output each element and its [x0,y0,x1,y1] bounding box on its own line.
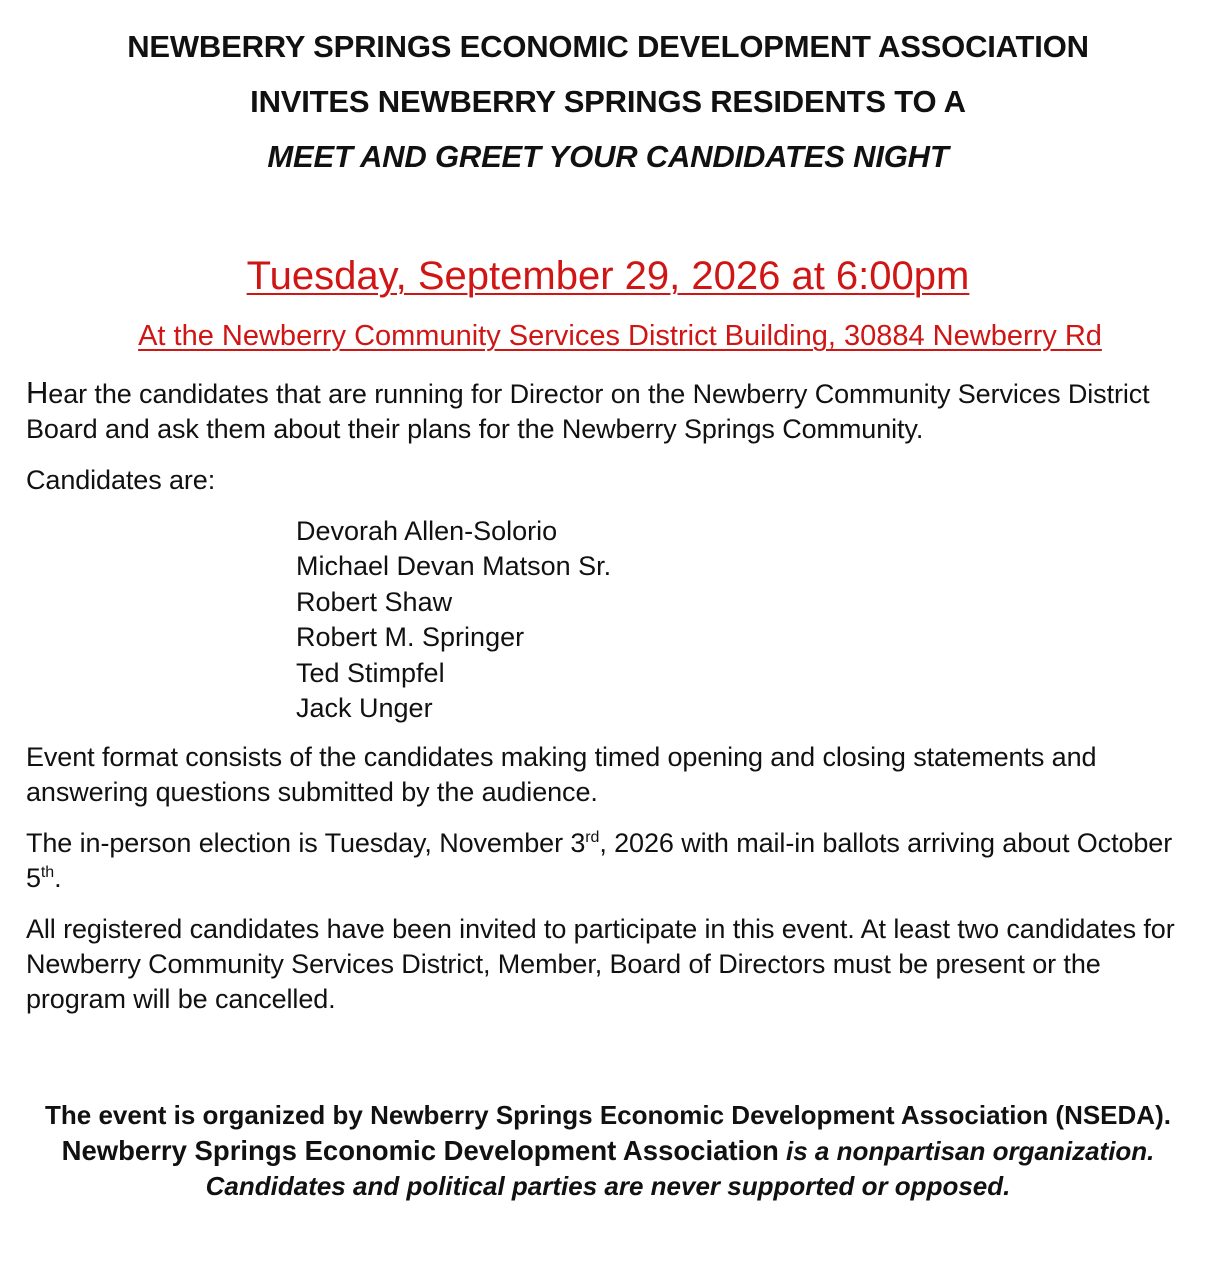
election-ordinal-1: rd [585,829,600,846]
candidate-name: Ted Stimpfel [296,657,445,688]
candidate-name: Devorah Allen-Solorio [296,516,558,546]
header-line-1: NEWBERRY SPRINGS ECONOMIC DEVELOPMENT ASSOCIATION [127,29,1089,64]
footer-statement [40,1098,1176,1204]
candidate-list [296,514,611,726]
election-paragraph [26,826,1206,896]
election-text-1: The in-person election is Tuesday, November 3 [26,828,586,858]
intro-text: ear the candidates that are running for Director on the Newberry Community Services District Board and ask them about their plans for the Newberry Springs Community. [26,379,1150,444]
candidate-name: Jack Unger [296,693,433,724]
election-text-3: . [54,863,62,893]
header-line-3: MEET AND GREET YOUR CANDIDATES NIGHT [267,139,949,174]
header-line-2: INVITES NEWBERRY SPRINGS RESIDENTS TO A [250,84,966,119]
candidate-name: Michael Devan Matson Sr. [296,551,612,582]
intro-paragraph [26,375,1206,447]
candidate-name: Robert Shaw [296,586,453,617]
participation-paragraph: All registered candidates have been invited to participate in this event. At least two candidates for Newberry Community Services District, Member, Board of Directors must be present or the program will be cancelled. [26,914,1175,1014]
footer-nonpartisan-text: is a nonpartisan organization. Candidates and political parties are never supported or opposed. [205,1136,1155,1201]
candidate-name: Robert M. Springer [296,622,525,653]
election-text-2: , 2026 with mail-in ballots arriving about October 5 [26,828,1173,893]
election-ordinal-2: th [40,864,55,881]
event-date-time: Tuesday, September 29, 2026 at 6:00pm [246,254,970,298]
footer-text-1: The event is organized by Newberry Springs Economic Development Association (NSEDA). [45,1100,1171,1130]
format-paragraph: Event format consists of the candidates making timed opening and closing statements and answering questions submitted by the audience. [26,742,1097,807]
event-location: At the Newberry Community Services District Building, 30884 Newberry Rd [138,320,1102,352]
footer-org-name: Newberry Springs Economic Development Association [61,1135,779,1166]
intro-drop-letter: H [26,375,49,410]
candidates-label: Candidates are: [26,465,216,495]
